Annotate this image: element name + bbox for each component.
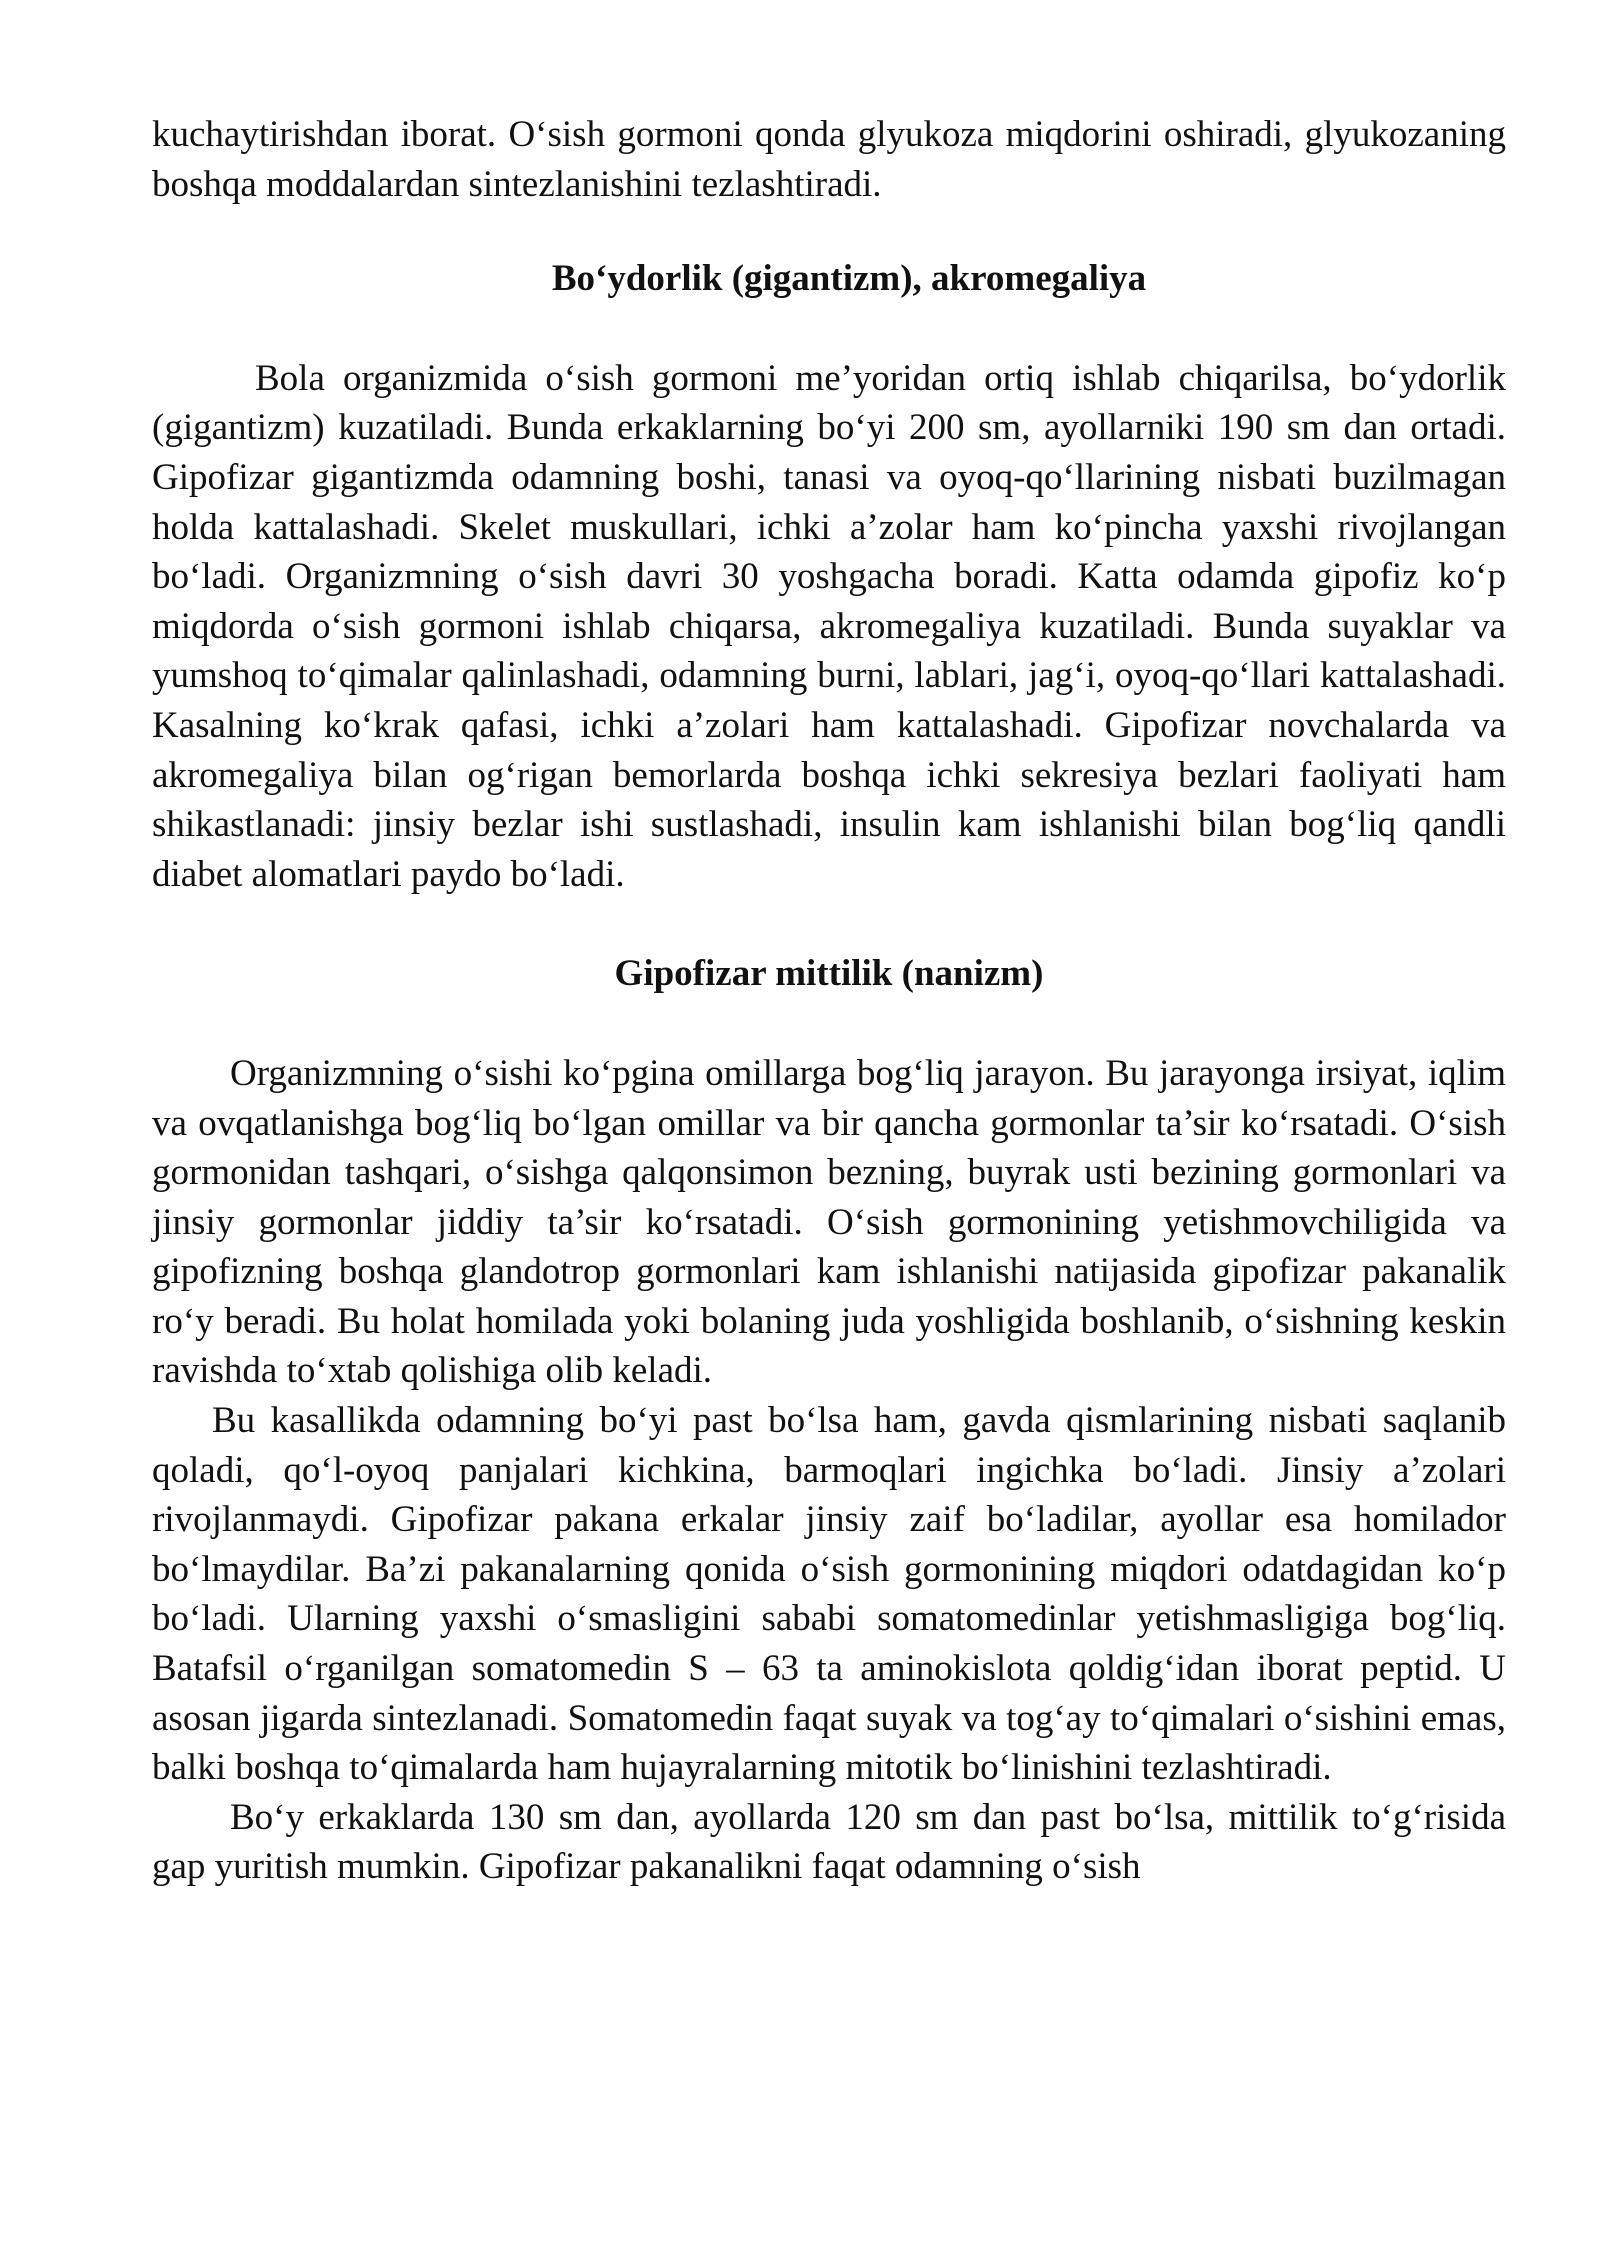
- intro-paragraph: kuchaytirishdan iborat. O‘sish gormoni qonda glyukoza miqdorini oshiradi, glyukozaning boshqa moddalardan sintezlanishini tezlashtiradi.: [152, 114, 1506, 205]
- gigantism-paragraph: Bola organizmida o‘sish gormoni me’yoridan ortiq ishlab chiqarilsa, bo‘ydorlik (gigantizm) kuzatiladi. Bunda erkaklarning bo‘yi 200 sm, ayollarniki 190 sm dan ortadi. Gipofizar gigantizmda odamning boshi, tanasi va oyoq-qo‘llarining nisbati buzilmagan holda kattalashadi. Skelet muskullari, ichki a’zolar ham ko‘pincha yaxshi rivojlangan bo‘ladi. Organizmning o‘sish davri 30 yoshgacha boradi. Katta odamda gipofiz ko‘p miqdorda o‘sish gormoni ishlab chiqarsa, akromegaliya kuzatiladi. Bunda suyaklar va yumshoq to‘qimalar qalinlashadi, odamning burni, lablari, jag‘i, oyoq-qo‘llari kattalashadi. Kasalning ko‘krak qafasi, ichki a’zolari ham kattalashadi. Gipofizar novchalarda va akromegaliya bilan og‘rigan bemorlarda boshqa ichki sekresiya bezlari faoliyati ham shikastlanadi: jinsiy bezlar ishi sustlashadi, insulin kam ishlanishi bilan bog‘liq qandli diabet alomatlari paydo bo‘ladi.: [152, 357, 1506, 895]
- section-heading-nanism: Gipofizar mittilik (nanizm): [614, 953, 1044, 995]
- nanism-paragraph-2: Bu kasallikda odamning bo‘yi past bo‘lsa ham, gavda qismlarining nisbati saqlanib qoladi, qo‘l-oyoq panjalari kichkina, barmoqlari ingichka bo‘ladi. Jinsiy a’zolari rivojlanmaydi. Gipofizar pakana erkalar jinsiy zaif bo‘ladilar, ayollar esa homilador bo‘lmaydilar. Ba’zi pakanalarning qonida o‘sish gormonining miqdori odatdagidan ko‘p bo‘ladi. Ularning yaxshi o‘smasligini sababi somatomedinlar yetishmasligiga bog‘liq. Batafsil o‘rganilgan somatomedin S – 63 ta aminokislota qoldig‘idan iborat peptid. U asosan jigarda sintezlanadi. Somatomedin faqat suyak va tog‘ay to‘qimalari o‘sishini emas, balki boshqa to‘qimalarda ham hujayralarning mitotik bo‘linishini tezlashtiradi.: [152, 1400, 1506, 1789]
- nanism-paragraph-3: Bo‘y erkaklarda 130 sm dan, ayollarda 120 sm dan past bo‘lsa, mittilik to‘g‘risida gap yuritish mumkin. Gipofizar pakanalikni faqat odamning o‘sish: [152, 1796, 1506, 1888]
- nanism-paragraph-1: Organizmning o‘sishi ko‘pgina omillarga bog‘liq jarayon. Bu jarayonga irsiyat, iqlim va ovqatlanishga bog‘liq bo‘lgan omillar va bir qancha gormonlar ta’sir ko‘rsatadi. O‘sish gormonidan tashqari, o‘sishga qalqonsimon bezning, buyrak usti bezining gormonlari va jinsiy gormonlar jiddiy ta’sir ko‘rsatadi. O‘sish gormonining yetishmovchiligida va gipofizning boshqa glandotrop gormonlari kam ishlanishi natijasida gipofizar pakanalik ro‘y beradi. Bu holat homilada yoki bolaning juda yoshligida boshlanib, o‘sishning keskin ravishda to‘xtab qolishiga olib keladi.: [152, 1052, 1506, 1392]
- section-heading-gigantism: Bo‘ydorlik (gigantizm), akromegaliya: [551, 258, 1147, 300]
- document-page: [152, 110, 1506, 1892]
